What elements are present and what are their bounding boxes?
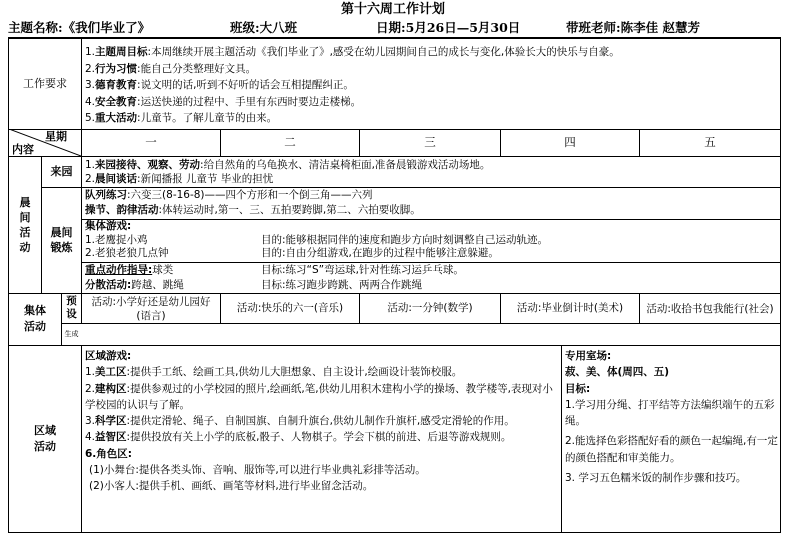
activity-friday: 活动:收拾书包我能行(社会): [646, 302, 774, 315]
formation-content: 队列练习:六变三(8-16-8)——四个方形和一个倒三角——六列 操节、韵律活动:体转运动时,第一、三、五拍要跨脚,第二、六拍要收脚。: [85, 189, 421, 216]
requirement-item: 3.德育教育:说文明的话,听到不好听的话会互相提醒纠正。: [85, 79, 354, 91]
game-row: 1.老鹰捉小鸡 目的:能够根据同伴的速度和跑步方向时刻调整自己运动轨迹。: [85, 233, 549, 246]
arrival-content: 1.来园接待、观察、劳动:给自然角的乌龟换水、清洁桌椅柜面,准备晨锻游戏活动场地。 2.晨间谈话:新闻播报 儿童节 毕业的担忧: [85, 159, 491, 185]
row-divider: [61, 323, 780, 324]
goal-item: 2.能选择色彩搭配好看的颜色一起编绳,有一定的颜色搭配和审美能力。: [565, 435, 778, 464]
area-item: 1.美工区:提供手工纸、绘画工具,供幼儿大胆想象、自主设计,绘画设计装饰校服。: [85, 366, 463, 379]
requirement-item: 2.行为习惯:能自己分类整理好文具。: [85, 62, 257, 75]
activity-tuesday: 活动:快乐的六一(音乐): [236, 301, 344, 314]
area-item: 3.科学区:提供定滑轮、绳子、自制国旗、自制升旗台,供幼儿制作升旗杆,感受定滑轮的作用。: [85, 415, 515, 428]
area-games-content: 区域游戏: 1.美工区:提供手工纸、绘画工具,供幼儿大胆想象、自主设计,绘画设计装饰校服。 2.建构区:提供参观过的小学校园的照片,绘画纸,笔,供幼儿用积木建构小学的操场、教学楼等,表现对小学校园的认识与了解。 3.科学区:提供定滑轮、绳子、自制国旗、自制升旗台,供幼儿制作升旗杆,感受定滑轮的作用。 4.益智区:提供投放有关上小学的底板,骰子、人物棋子。学会下棋的前进、后退等游戏规则。 6.角色区: (1)小舞台:提供各类头饰、音响、服饰等,可以进行毕业典礼彩排等活动。 (2)小客人:提供手机、画纸、画笔等材料,进行毕业留念活动。: [85, 348, 558, 532]
class-value: 大八班: [259, 20, 298, 35]
area-item: 2.建构区:提供参观过的小学校园的照片,绘画纸,笔,供幼儿用积木建构小学的操场、教学楼等,表现对小学校园的认识与了解。: [85, 382, 553, 411]
area-label: 区域活动: [34, 424, 56, 453]
morning-label: 晨间活动: [19, 195, 31, 254]
role-item: (2)小客人:提供手机、画纸、画笔等材料,进行毕业留念活动。: [89, 480, 374, 493]
arrival-label: 来园: [50, 164, 73, 178]
requirement-item: 5.重大活动:儿童节。了解儿童节的由来。: [85, 112, 278, 124]
row-divider: [9, 156, 780, 157]
role-area-head: 6.角色区:: [85, 447, 132, 460]
col-divider: [81, 156, 82, 293]
date-value: 5月26日—5月30日: [405, 20, 521, 35]
plan-table: [8, 38, 781, 533]
goal-item: 3. 学习五色糯米饭的制作步骤和技巧。: [565, 472, 747, 485]
games-content: 集体游戏: 1.老鹰捉小鸡 目的:能够根据同伴的速度和跑步方向时刻调整自己运动轨迹。 2.老狼老狼几点钟 目的:自由分组游戏,在跑步的过程中能够注意躲避。: [85, 220, 777, 262]
theme-field: [8, 19, 150, 37]
col-divider: [561, 345, 562, 533]
week-label: 星期: [45, 130, 67, 143]
date-label: 日期:: [376, 20, 406, 35]
activity-thursday: 活动:毕业倒计时(美术): [516, 301, 624, 314]
class-field: [230, 19, 297, 37]
teacher-field: [566, 19, 700, 37]
day-wednesday: 三: [424, 134, 436, 149]
exercise-label: 晨间锻炼: [50, 226, 73, 254]
class-label: 班级:: [230, 20, 260, 35]
key-action-content: 重点动作指导:球类 目标:练习“S”弯运球,针对性练习运乒乓球。 分散活动:跨越、跳绳 目标:练习跑步跨跳、两两合作跳绳: [85, 264, 464, 291]
special-room-content: 专用室场: 菽、美、体(周四、五) 目标: 1.学习用分绳、打平结等方法编织端午的五彩绳。 2.能选择色彩搭配好看的颜色一起编绳,有一定的颜色搭配和审美能力。 3. 学习五色糯米饭的制作步骤和技巧。: [565, 348, 778, 532]
page-title: 第十六周工作计划: [340, 2, 445, 17]
theme-label: 主题名称:: [8, 20, 63, 35]
preset-label: 预设: [66, 295, 77, 320]
role-item: (1)小舞台:提供各类头饰、音响、服饰等,可以进行毕业典礼彩排等活动。: [89, 464, 426, 477]
generated-label: 生成: [64, 329, 79, 338]
goal-item: 1.学习用分绳、打平结等方法编织端午的五彩绳。: [565, 398, 775, 428]
day-monday: 一: [145, 134, 157, 149]
game-row: 2.老狼老狼几点钟 目的:自由分组游戏,在跑步的过程中能够注意躲避。: [85, 247, 499, 259]
col-divider: [81, 345, 82, 533]
teacher-label: 带班老师:: [566, 20, 621, 35]
day-friday: 五: [704, 134, 716, 149]
theme-value: 《我们毕业了》: [62, 20, 151, 35]
day-thursday: 四: [564, 134, 576, 149]
group-label: 集体活动: [24, 304, 46, 333]
row-divider: [9, 345, 780, 346]
day-tuesday: 二: [284, 134, 296, 149]
teacher-value: 陈李佳 赵慧芳: [620, 20, 700, 35]
requirement-item: 1.主题周目标:本周继续开展主题活动《我们毕业了》,感受在幼儿园期间自己的成长与变化,体验长大的快乐与自豪。: [85, 46, 620, 58]
requirements-list: [85, 44, 777, 128]
activity-monday: 活动:小学好还是幼儿园好(语言): [91, 295, 211, 322]
area-item: 4.益智区:提供投放有关上小学的底板,骰子、人物棋子。学会下棋的前进、后退等游戏规则。: [85, 431, 512, 444]
content-label: 内容: [12, 143, 34, 156]
requirement-item: 4.安全教育:运送快递的过程中、手里有东西时要边走楼梯。: [85, 95, 362, 108]
date-field: [376, 19, 520, 37]
requirements-label: 工作要求: [23, 77, 67, 91]
activity-wednesday: 活动:一分钟(数学): [387, 301, 473, 314]
